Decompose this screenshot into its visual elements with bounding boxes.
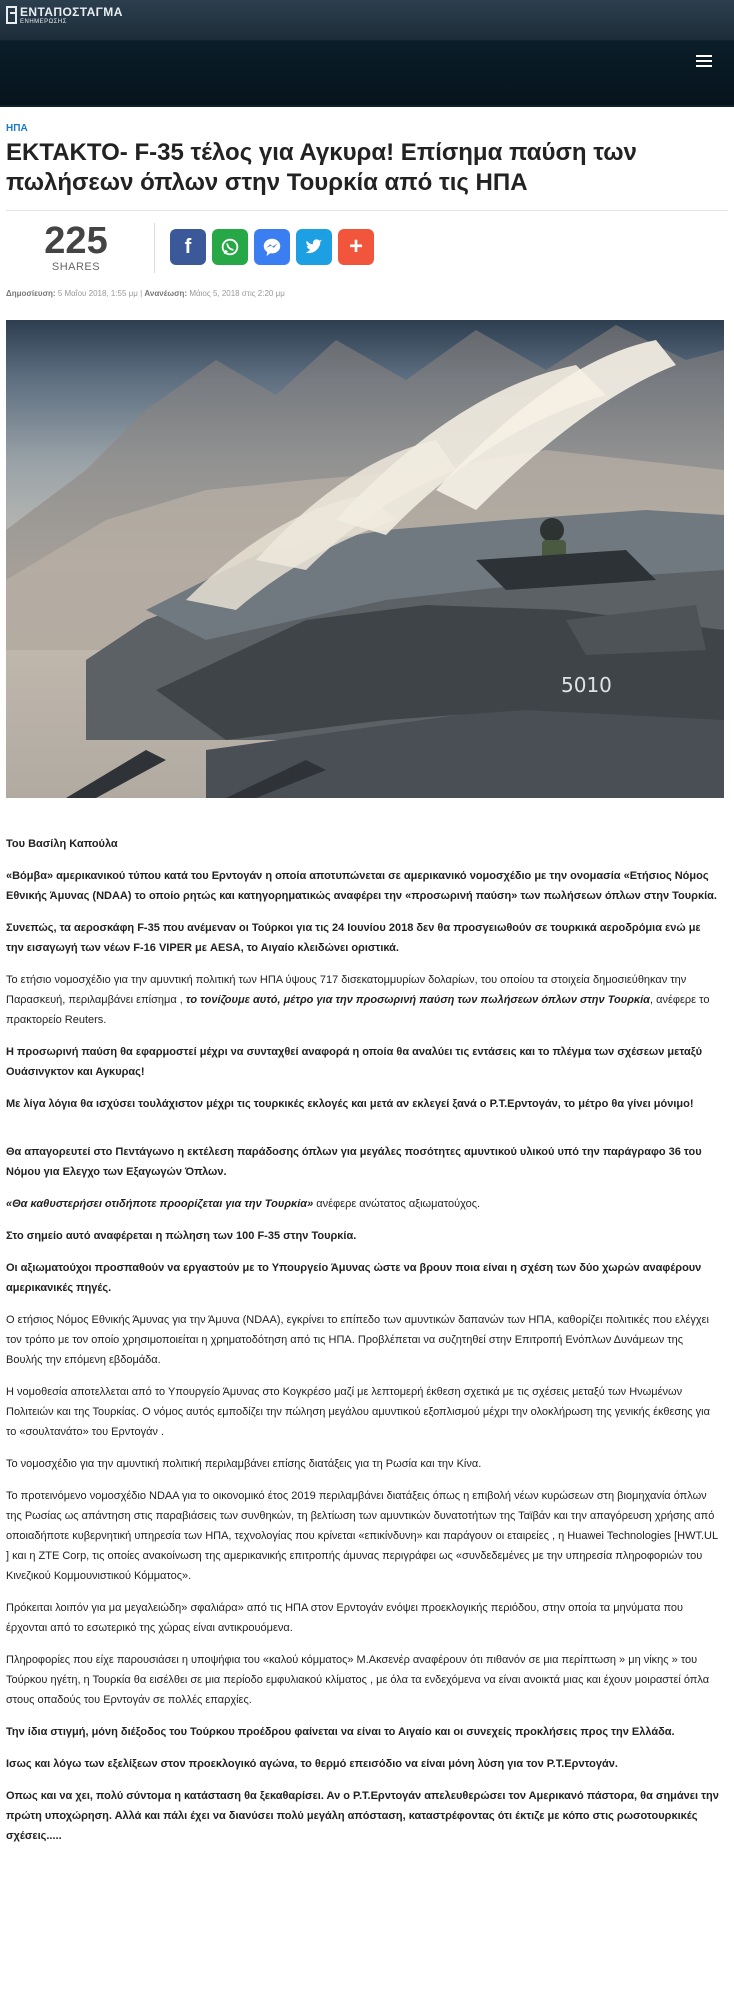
site-tagline: ΕΝΗΜΕΡΩΣΗΣ bbox=[20, 19, 67, 25]
updated-date: Μάιος 5, 2018 στις 2:20 μμ bbox=[189, 289, 285, 298]
paragraph: Το νομοσχέδιο για την αμυντική πολιτική περιλαμβάνει επίσης διατάξεις για τη Ρωσία και την Κίνα. bbox=[6, 1458, 482, 1470]
more-share-button[interactable] bbox=[338, 229, 374, 265]
hamburger-menu-icon[interactable] bbox=[696, 55, 712, 69]
twitter-share-button[interactable] bbox=[296, 229, 332, 265]
share-count-label: SHARES bbox=[51, 261, 101, 273]
paragraph: Το προτεινόμενο νομοσχέδιο NDAA για το οικονομικό έτος 2019 περιλαμβάνει διατάξεις όπως η επιβολή νέων κυρώσεων στη βιομηχανία όπλων της Ρωσίας ως απάντηση στις παραβιάσεις των συνθηκών, τη βελτίωση των αμυντικών δυνατοτήτων της Ταϊβάν και την απαγόρευση χρήσης από οποιαδήποτε κυβερνητική υπηρεσία των ΗΠΑ, τεχνολογίας που κρίνεται «επικίνδυνη» και παράγουν οι εταιρείες , η Huawei Technologies [HWT.UL ] και η ZTE Corp, τις οποίες ανακοίνωση της αμερικανικής επιτροπής άμυνας περιγράφει ως «συνδεδεμένες με την υπηρεσία πληροφοριών του Κινεζικού Κομμουνιστικού Κόμματος». bbox=[6, 1490, 718, 1582]
top-bar bbox=[0, 0, 734, 41]
paragraph: Πρόκειται λοιπόν για μα μεγαλειώδη» σφαλιάρα» από τις ΗΠΑ στον Ερντογάν ενόψει προεκλογικής περιόδου, στην οποία τα μηνύματα που έρχονται από το εσωτερικό της χώρας είναι αντικρουόμενα. bbox=[6, 1602, 684, 1634]
logo-icon bbox=[6, 6, 17, 24]
paragraph: Το ετήσιο νομοσχέδιο για την αμυντική πολιτική των ΗΠΑ ύψους 717 δισεκατομμυρίων δολαρίων, του οποίου τα στοιχεία δημοσιεύθηκαν την Παρασκευή, περιλαμβάνει επίσημα , το τονίζουμε αυτό, μέτρο για την προσωρινή παύση των πωλήσεων όπλων στην Τουρκία, ανέφερε το πρακτορείο Reuters. bbox=[6, 974, 710, 1026]
paragraph: Οι αξιωματούχοι προσπαθούν να εργαστούν με το Υπουργείο Άμυνας ώστε να βρουν ποια είναι η σχέση των δύο χωρών αναφέρουν αμερικανικές πηγές. bbox=[6, 1262, 702, 1294]
paragraph: «Θα καθυστερήσει οτιδήποτε προορίζεται για την Τουρκία» ανέφερε ανώτατος αξιωματούχος. bbox=[6, 1198, 481, 1210]
share-count: 225 bbox=[44, 220, 108, 262]
published-label: Δημοσίευση: bbox=[6, 289, 56, 298]
divider bbox=[154, 223, 155, 273]
paragraph: Η νομοθεσία αποτελλεται από το Υπουργείο Άμυνας στο Κογκρέσο μαζί με λεπτομερή έκθεση σχετικά με τις σχέσεις μεταξύ των Ηνωμένων Πολιτειών και της Τουρκίας. Ο νόμος αυτός εμποδίζει την πώληση μεγάλου αμυντικού εξοπλισμού μέχρι την ολοκλήρωση της γενικής έκθεσης για το «σουλτανάτο» του Ερντογάν . bbox=[6, 1386, 710, 1438]
paragraph: Η προσωρινή παύση θα εφαρμοστεί μέχρι να συνταχθεί αναφορά η οποία θα αναλύει τις εντάσεις και το πλέγμα των σχέσεων μεταξύ Ουάσινγκτον και Αγκυρας! bbox=[6, 1046, 703, 1078]
meta-separator: | bbox=[140, 289, 143, 298]
messenger-share-button[interactable] bbox=[254, 229, 290, 265]
article-title: ΕΚΤΑΚΤΟ- F-35 τέλος για Αγκυρα! Επίσημα παύση των πωλήσεων όπλων στην Τουρκία από τις ΗΠΑ bbox=[6, 139, 637, 196]
whatsapp-share-button[interactable] bbox=[212, 229, 248, 265]
twitter-icon bbox=[303, 236, 325, 258]
jet-number: 5010 bbox=[561, 673, 612, 697]
paragraph: Ο ετήσιος Νόμος Εθνικής Άμυνας για την Άμυνα (NDAA), εγκρίνει το επίπεδο των αμυντικών δαπανών των ΗΠΑ, καθορίζει πολιτικές που ελέγχει τον τρόπο με τον οποίο χρησιμοποιείται η χρηματοδότηση από τις ΗΠΑ. Προβλέπεται να συζητηθεί στην Επιτροπή Ενόπλων Δυνάμεων της Βουλής την επόμενη εβδομάδα. bbox=[6, 1314, 709, 1366]
hero-image bbox=[6, 320, 724, 798]
author-byline: Του Βασίλη Καπούλα bbox=[6, 838, 118, 850]
paragraph: Οπως και να χει, πολύ σύντομα η κατάσταση θα ξεκαθαρίσει. Αν ο Ρ.Τ.Ερντογάν απελευθερώσει τον Αμερικανό πάστορα, θα σημάνει την πρώτη υποχώρηση. Αλλά και πάλι έχει να διανύσει πολύ μεγάλη απόσταση, καταστρέφοντας ότι έκτιζε με κόπο στις ρωσοτουρκικές σχέσεις..... bbox=[6, 1790, 719, 1842]
paragraph: Θα απαγορευτεί στο Πεντάγωνο η εκτέλεση παράδοσης όπλων για μεγάλες ποσότητες αμυντικού υλικού υπό την παράγραφο 36 του Νόμου για Ελεγχο των Εξαγωγών Όπλων. bbox=[6, 1146, 702, 1178]
plus-icon: + bbox=[348, 233, 363, 260]
share-counter bbox=[36, 221, 116, 273]
site-logo[interactable] bbox=[6, 6, 123, 25]
article-container bbox=[0, 123, 734, 1846]
messenger-icon bbox=[261, 236, 283, 258]
category-link[interactable]: ΗΠΑ bbox=[6, 123, 28, 134]
facebook-share-button[interactable] bbox=[170, 229, 206, 265]
nav-bar bbox=[0, 41, 734, 107]
updated-label: Ανανέωση: bbox=[144, 289, 188, 298]
published-date: 5 Μαΐου 2018, 1:55 μμ bbox=[57, 289, 138, 298]
paragraph: Πληροφορίες που είχε παρουσιάσει η υποψήφια του «καλού κόμματος» Μ.Ακσενέρ αναφέρουν ότι πιθανόν σε μια περίπτωση » μη νίκης » του Τούρκου ηγέτη, η Τουρκία θα εισέλθει σε μια περίοδο εμφυλιακού κλίματος , με όλα τα ενδεχόμενα να είναι ανοικτά μιας και έχουν μοιραστεί όπλα στους οπαδούς του Ερντογάν σε πολλές επαρχίες. bbox=[6, 1654, 710, 1706]
paragraph: «Βόμβα» αμερικανικού τύπου κατά του Ερντογάν η οποία αποτυπώνεται σε αμερικανικό νομοσχέδιο με την ονομασία «Ετήσιος Νόμος Εθνικής Άμυνας (NDAA) το οποίο ρητώς και κατηγορηματικώς αναφέρει την «προσωρινή παύση» των πωλήσεων όπλων στην Τουρκία. bbox=[6, 870, 717, 902]
paragraph: Στο σημείο αυτό αναφέρεται η πώληση των 100 F-35 στην Τουρκία. bbox=[6, 1230, 357, 1242]
paragraph: Συνεπώς, τα αεροσκάφη F-35 που ανέμεναν οι Τούρκοι για τις 24 Ιουνίου 2018 δεν θα προσγειωθούν σε τουρκικά αεροδρόμια ενώ με την εισαγωγή των νέων F-16 VIPER με AESA, το Αιγαίο κλειδώνει οριστικά. bbox=[6, 922, 701, 954]
site-name: ΕΝΤΑΠΟΣΤΑΓΜΑ bbox=[20, 5, 123, 19]
share-bar bbox=[6, 210, 728, 295]
paragraph: Την ίδια στιγμή, μόνη διέξοδος του Τούρκου προέδρου φαίνεται να είναι το Αιγαίο και οι συνεχείς προκλήσεις προς την Ελλάδα. bbox=[6, 1726, 675, 1738]
paragraph: Ισως και λόγω των εξελίξεων στον προεκλογικό αγώνα, το θερμό επεισόδιο να είναι μόνη λύση για τον Ρ.Τ.Ερντογάν. bbox=[6, 1758, 618, 1770]
whatsapp-icon bbox=[219, 236, 241, 258]
facebook-icon: f bbox=[184, 235, 192, 258]
article-body bbox=[6, 834, 720, 1846]
f35-jets-photo bbox=[6, 320, 724, 798]
paragraph: Με λίγα λόγια θα ισχύσει τουλάχιστον μέχρι τις τουρκικές εκλογές και μετά αν εκλεγεί ξανά ο Ρ.Τ.Ερντογάν, το μέτρο θα γίνει μόνιμο! bbox=[6, 1098, 694, 1110]
